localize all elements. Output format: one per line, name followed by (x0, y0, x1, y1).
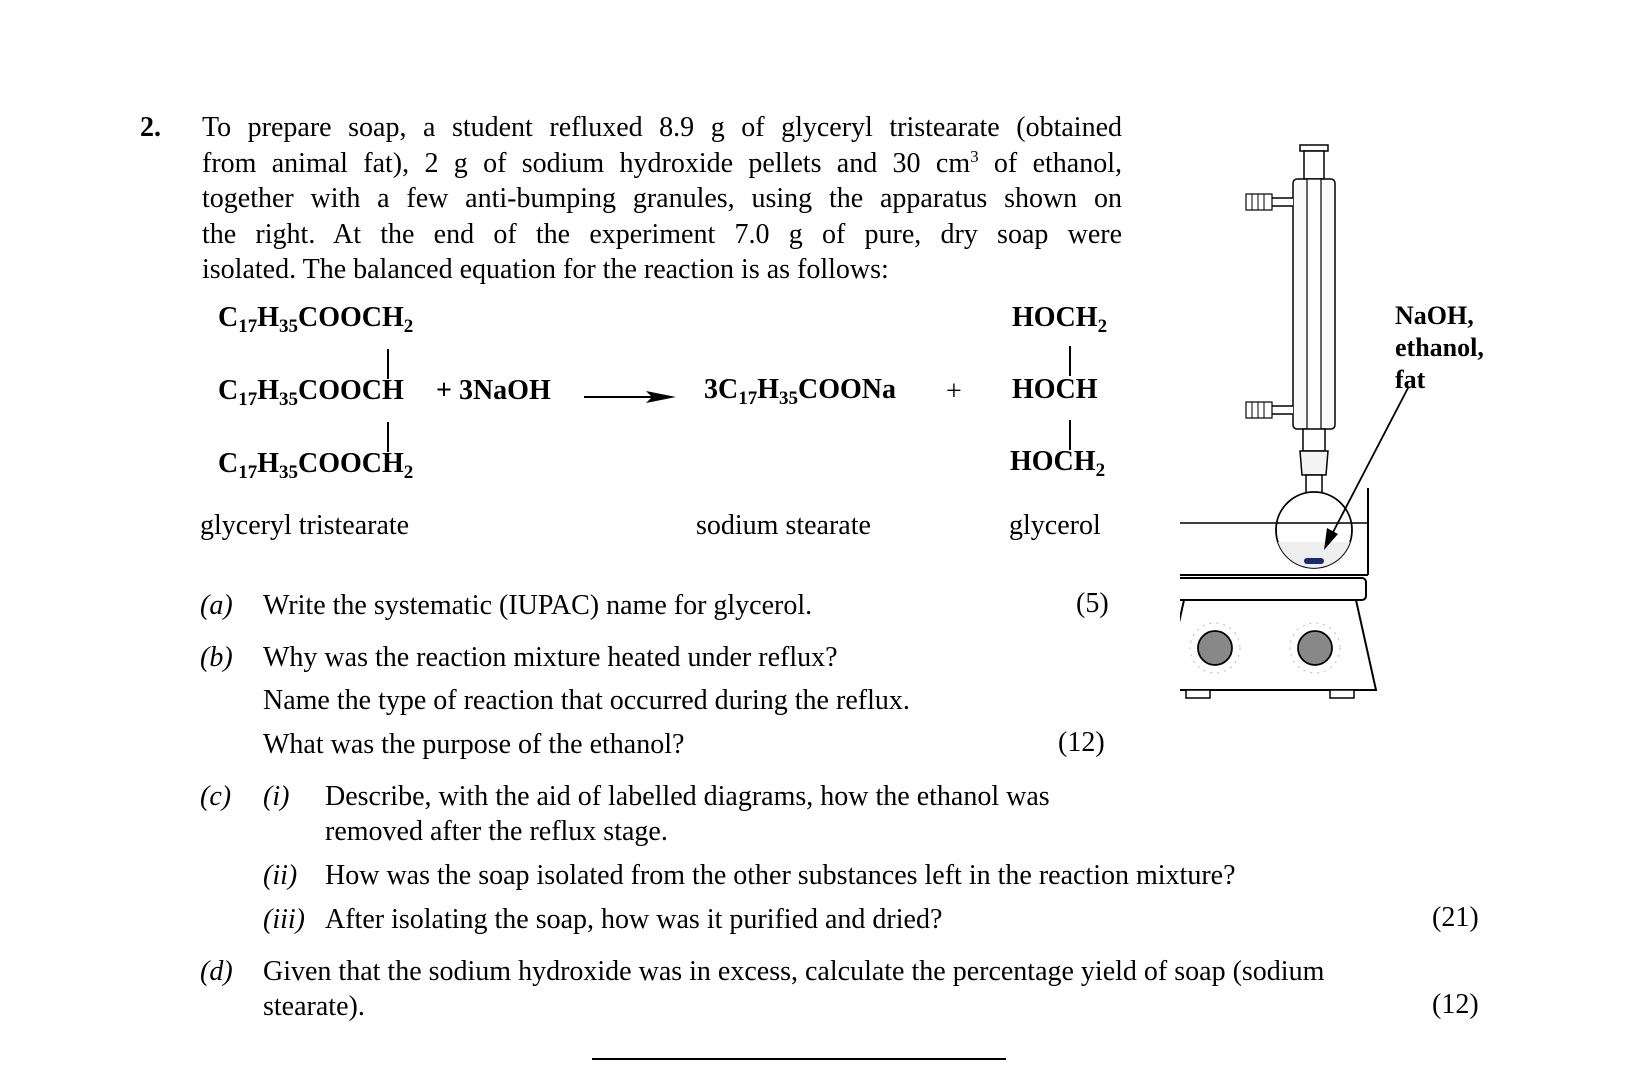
intro-line-3: together with a few anti-bumping granules, using the apparatus shown on (202, 183, 1122, 214)
part-c-i-line-1: Describe, with the aid of labelled diagrams, how the ethanol was (325, 781, 1050, 812)
part-c-i-line-2: removed after the reflux stage. (325, 816, 668, 847)
reactant-middle-formula: $C_{17}H_{35}COOCH$ (218, 375, 404, 410)
label-sodium-stearate: sodium stearate (696, 510, 871, 541)
reflux-apparatus-diagram (1180, 130, 1520, 750)
part-b-line-3: What was the purpose of the ethanol? (263, 729, 685, 760)
part-b-line-2: Name the type of reaction that occurred during the reflux. (263, 685, 910, 716)
part-a-text: Write the systematic (IUPAC) name for glycerol. (263, 590, 813, 621)
intro-line-5: isolated. The balanced equation for the reaction is as follows: (202, 254, 889, 285)
product-soap-formula: $3C_{17}H_{35}COONa$ (704, 374, 897, 409)
cm-superscript: 3 (970, 146, 979, 166)
part-c-iii-label: (iii) (263, 904, 305, 935)
part-c-iii-text: After isolating the soap, how was it purified and dried? (325, 904, 943, 935)
intro-line-2: from animal fat), 2 g of sodium hydroxide pellets and 30 $cm^3$ of ethanol, (202, 146, 1122, 179)
reactant-top-formula: $C_{17}H_{35}COOCH_2$ (218, 302, 414, 337)
part-b-label: (b) (200, 642, 233, 673)
reaction-arrow (584, 390, 676, 404)
label-glyceryl-tristearate: glyceryl tristearate (200, 510, 410, 541)
part-c-ii-text: How was the soap isolated from the other substances left in the reaction mixture? (325, 860, 1236, 891)
glycerol-top-formula: $HOCH_2$ (1012, 302, 1108, 337)
part-c-label: (c) (200, 781, 232, 812)
bond-line-glycerol-upper (1069, 346, 1071, 376)
part-d-line-2: stearate). (263, 991, 365, 1022)
part-d-marks: (12) (1432, 989, 1479, 1020)
plus-sign: + (946, 376, 962, 407)
part-d-label: (d) (200, 956, 233, 987)
intro-paragraph (202, 110, 1122, 288)
intro-line-1: To prepare soap, a student refluxed 8.9 g of glyceryl tristearate (obtained (202, 112, 1122, 143)
part-c-ii-label: (ii) (263, 860, 298, 891)
glycerol-middle-formula: HOCH (1012, 374, 1098, 405)
plus-naoh: + 3NaOH (436, 375, 551, 406)
end-rule (592, 1058, 1006, 1060)
part-c-i-label: (i) (263, 781, 290, 812)
part-b-marks: (12) (1058, 727, 1105, 758)
reactant-bottom-formula: $C_{17}H_{35}COOCH_2$ (218, 448, 414, 483)
part-a-marks: (5) (1076, 588, 1109, 619)
label-glycerol: glycerol (1009, 510, 1101, 541)
glycerol-bottom-formula: $HOCH_2$ (1010, 446, 1106, 481)
part-a-label: (a) (200, 590, 233, 621)
apparatus-contents-label: NaOH, ethanol, fat (1395, 301, 1484, 394)
question-number: 2. (140, 112, 161, 143)
part-b-line-1: Why was the reaction mixture heated under reflux? (263, 642, 838, 673)
intro-line-4: the right. At the end of the experiment 7.0 g of pure, dry soap were (202, 218, 1122, 250)
part-c-marks: (21) (1432, 902, 1479, 933)
part-d-line-1: Given that the sodium hydroxide was in excess, calculate the percentage yield of soap (sodium (263, 956, 1325, 987)
